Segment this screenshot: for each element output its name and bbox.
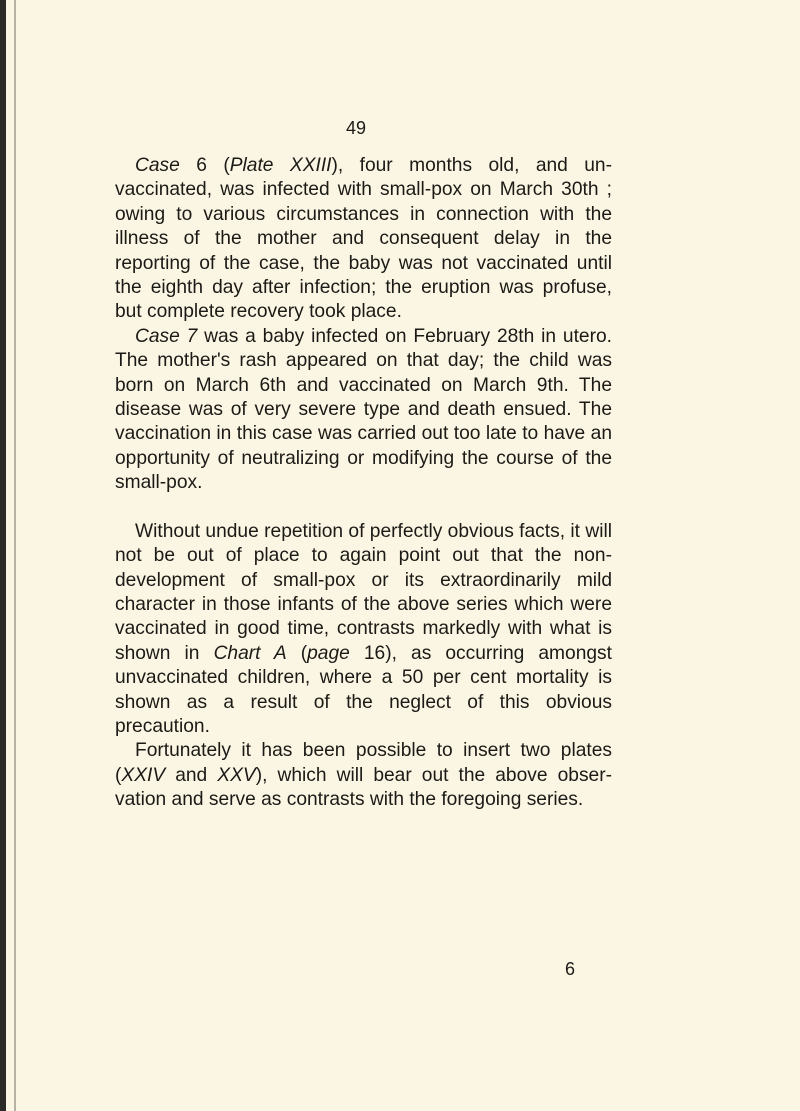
case-7-label: Case 7 [135,325,198,347]
signature-mark: 6 [565,959,576,979]
case-6-label: Case [135,155,180,176]
paragraph-case-6 [115,154,612,325]
para-3-text-1: Without undue repetition of perfectly obvious facts, it will not be out of place to again point out that the non-development of small-pox or its extraordinarily mild character in those infants of the above series which were vaccinated in good time, contrasts markedly with what is shown in [115,520,612,664]
para-4-text-2: ), which will bear out the above obser-vation and serve as contrasts with the foregoing series. [115,764,612,811]
paragraph-without-undue [115,520,612,740]
case-6-number: 6 [196,155,207,176]
page-number: 49 [345,118,367,138]
paragraph-fortunately [115,739,612,812]
paren-open: ( [300,642,308,664]
chart-ref: Chart A [213,642,287,664]
para-4-text-1: Fortunately it has been possible to insert two plates ( [115,740,612,786]
page-binding-edge [0,0,6,1111]
body-text [115,154,612,813]
plate-xxiv-ref: XXIV [121,764,166,786]
plate-ref: Plate XXIII [229,155,332,176]
para-3-text-2: ), as occurring amongst unvaccinated children, where a 50 per cent mortality is shown as a result of the neglect of this obvious precaution. [115,642,612,737]
and-word: and [175,764,208,786]
paren-open: ( [223,155,230,176]
page-ref-number: 16 [363,642,386,664]
case-6-text: ), four months old, and un-vaccinated, was infected with small-pox on March 30th ; owing to various circumstances in connection with the illness of the mother and consequent delay in the reporting of the case, the baby was not vaccinated until the eighth day after infection; the eruption was profuse, but complete recovery took place. [115,155,612,323]
page-binding-line [14,0,16,1111]
case-7-text: was a baby infected on February 28th in utero. The mother's rash appeared on that day; the child was born on March 6th and vaccinated on March 9th. The disease was of very severe type and death ensued. The vaccination in this case was carried out too late to have an opportunity of neutralizing or modifying the course of the small-pox. [115,325,612,494]
paragraph-gap [115,496,612,520]
page-ref-word: page [307,642,350,664]
paragraph-case-7 [115,325,612,496]
plate-xxv-ref: XXV [217,764,256,786]
